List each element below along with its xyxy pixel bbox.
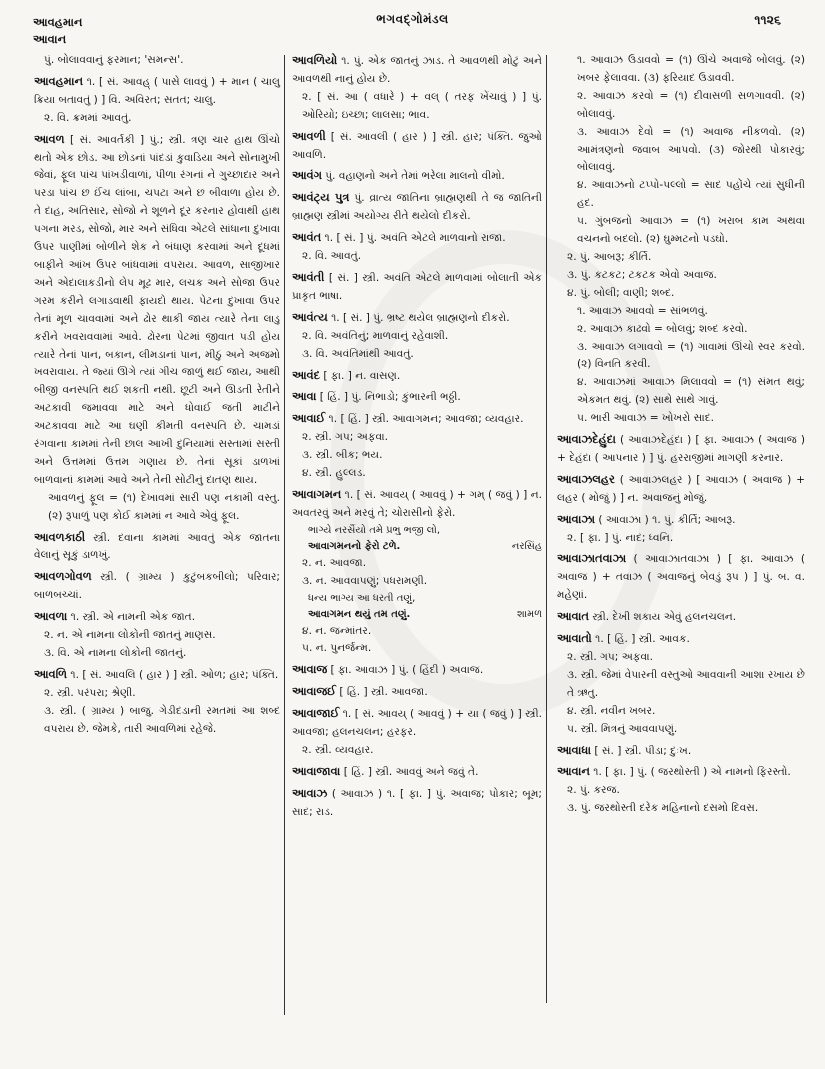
definition: [ ફા. આવાઝ ] પું. ( હિંદી ) અવાજ. <box>330 664 484 677</box>
phrase-line: ૨. આવાઝ કરવો = (૧) દીવાસળી સળગાવવી. (૨) બોલાવવું. <box>577 89 805 120</box>
sense-line: ૩. સ્ત્રી. ( ગ્રામ્ય ) બાજુ. ગેડીદડાની રમતમાં આ શબ્દ વપરાય છે. જેમકે, તારી આવળિમાં રહેજે. <box>44 704 280 735</box>
dictionary-entry <box>292 410 542 483</box>
definition: ( આવાઝાતવાઝા ) [ ફા. આવાઝ ( અવાજ ) + તવાઝ ( અવાજનું બેવડું રૂપ ) ] પું. બ. વ. મહેણાં. <box>557 553 805 602</box>
sense-line: ૫. ન. પુનર્જન્મ. <box>302 642 372 655</box>
dictionary-entry <box>557 550 805 605</box>
dictionary-entry <box>34 608 280 663</box>
sense-line: ૩. સ્ત્રી. બીક; ભય. <box>302 449 383 462</box>
dictionary-entry <box>34 529 280 566</box>
sense-line: ૪. સ્ત્રી. હુલ્લડ. <box>302 467 366 480</box>
dictionary-entry <box>34 131 280 526</box>
dictionary-entry <box>292 52 542 125</box>
headword: આવાઝા <box>557 511 596 526</box>
dictionary-entry <box>292 661 542 680</box>
headword: આવળગોવળ <box>34 569 92 584</box>
headword: આવાજાઈ <box>292 706 340 721</box>
dictionary-entry <box>292 683 542 702</box>
definition: ૧. [ ફા. ] પું. ( જરથોસ્તી ) એ નામનો ફિરસ્તો. <box>593 766 791 779</box>
dictionary-entry <box>292 785 542 822</box>
headword: આવળી <box>292 128 326 143</box>
definition: ૧. [ સં. આવય્ ( આવવું ) + ગમ્ ( જવું ) ] ન. અવતરવું અને મરવું તે; ચોરાસીનો ફેરો. <box>292 488 542 519</box>
phrase-line: આવળનું ફૂલ = (૧) દેખાવમાં સારી પણ નકામી વસ્તુ. (૨) રૂપાળું પણ કોઈ કામમાં ન આવે એવું ફૂલ. <box>48 491 280 522</box>
sense-line: ૩. વિ. અવંતિમાંથી આવતું. <box>302 347 414 360</box>
phrase-line: ૧. આવાઝ આવવો = સાંભળવું. <box>577 304 708 317</box>
sense-line: ૩. પું. જરથોસ્તી દરેક મહિનાનો દસમો દિવસ. <box>567 802 759 815</box>
dictionary-entry <box>557 742 805 761</box>
dictionary-entry <box>292 705 542 760</box>
dictionary-entry <box>557 511 805 548</box>
definition: ૧. [ સં. ] પું. ભ્રષ્ટ થયેલ બ્રાહ્મણનો દીકરો. <box>331 311 510 324</box>
dictionary-entry <box>557 431 805 468</box>
headword: આવળ <box>34 131 65 146</box>
dictionary-entry <box>557 630 805 738</box>
phrase-line: ૩. આવાઝ લગાવવો = (૧) ગાવામાં ઊંચો સ્વર કરવો. (૨) વિનતિ કરવી. <box>577 340 805 371</box>
definition: ૧. [ સં. આવહ્ ( પાસે લાવવું ) + માન ( ચાલુ ક્રિયા બતાવતું ) ] વિ. અવિરત; સતત; ચાલુ. <box>34 75 280 106</box>
headword: આવંત <box>292 230 322 245</box>
definition: ( આવાઝલહર ) [ આવાઝ ( અવાજ ) + લહર ( મોજું ) ] ન. અવાજનું મોજું. <box>557 473 805 504</box>
dictionary-entry <box>292 167 542 186</box>
dictionary-entry <box>557 763 805 818</box>
definition: ૧. પું. એક જાતનું ઝાડ. તે આવળથી મોટું અને આવળથી નાનું હોય છે. <box>292 55 542 85</box>
definition: ૧. [ સં. આવલિ ( હાર ) ] સ્ત્રી. ઓળ; હાર; પંક્તિ. <box>70 668 279 681</box>
dictionary-entry <box>292 269 542 306</box>
sense-line: ૨. પું. કરજ. <box>567 784 620 797</box>
definition: પું. વ્રાત્ય જાતિના બ્રાહ્મણથી તે જ જાતિની બ્રાહ્મણ સ્ત્રીમાં અયોગ્ય રીતે થયેલો દીકરો. <box>292 192 542 223</box>
definition: [ હિં. ] સ્ત્રી. આવવું અને જવું તે. <box>343 765 479 778</box>
headword: આવળિ <box>34 666 68 681</box>
headword: આવહમાન <box>34 73 84 88</box>
headword: આવાજાવા <box>292 763 341 778</box>
definition: ( આવાઝા ) ૧. પું. કીર્તિ; આબરૂ. <box>598 513 736 526</box>
definition: [ સં. ] સ્ત્રી. પીડા; દુઃખ. <box>594 744 692 757</box>
column-middle <box>292 52 542 825</box>
dictionary-entry <box>34 666 280 739</box>
sense-line: ૨. સ્ત્રી. વ્યવહાર. <box>302 744 374 756</box>
sense-line: ૩. ન. આવવાપણું; પધરામણી. <box>302 574 428 587</box>
quote-author: નરસિંહ <box>511 540 542 552</box>
headword: આવાત <box>557 609 589 624</box>
definition: [ સં. આવલી ( હાર ) ] સ્ત્રી. હાર; પંક્તિ. જુઓ આવળિ. <box>292 130 542 161</box>
headword: આવળકાઠી <box>34 529 86 544</box>
sense-line: ૩. સ્ત્રી. જેમાં વેપારની વસ્તુઓ આવવાની આશા રખાય છે તે ઋતુ. <box>567 668 805 699</box>
dictionary-entry <box>34 73 280 128</box>
column-left <box>34 52 280 742</box>
phrase-line: ૨. આવાઝ કાઢવો = બોલવું; શબ્દ કરવો. <box>577 322 748 335</box>
dictionary-entry <box>557 471 805 508</box>
phrase-line: ૫. ગુંબજનો આવાઝ = (૧) ખરાબ કામ અથવા વચનનો બદલો. (૨) ઘુમ્મટનો પડઘો. <box>577 215 805 246</box>
sense-line: ૨. સ્ત્રી. ગપ; અફવા. <box>567 651 654 663</box>
sense-line: ૨. વિ. ક્રમમાં આવતું. <box>44 111 132 124</box>
definition: [ ફા. ] ન. વાસણ. <box>323 369 401 382</box>
sense-line: ૨. [ ફા. ] પું. નાદ; ધ્વનિ. <box>567 531 674 544</box>
verse-quote: ધન્ય ભાગ્ય આ ધરતી તણું, આવાગમન થયું તમ તણું. શામળ <box>292 591 542 623</box>
definition: ૧. [ હિં. ] સ્ત્રી. આવક. <box>595 633 690 646</box>
headword: આવળા <box>34 609 68 624</box>
headword: આવંત્ય <box>292 309 328 324</box>
definition: પું. વહાણનો અને તેમાં ભરેલા માલનો વીમો. <box>325 170 505 183</box>
dictionary-entry <box>292 309 542 364</box>
headword: આવા <box>292 389 317 404</box>
definition: સ્ત્રી. ( ગ્રામ્ય ) કુટુંબકબીલો; પરિવાર; બાળબચ્ચાં. <box>34 571 280 602</box>
headword: આવાતો <box>557 631 592 646</box>
definition: ( આવાઝદેહંદા ) [ ફા. આવાઝ ( અવાજ ) + દેહંદા ( આપનાર ) ] પું. હરરાજીમાં માગણી કરનાર. <box>557 434 805 464</box>
dictionary-entry <box>34 52 280 70</box>
headword: આવંટ્ય પુત્ર <box>292 190 350 205</box>
headword: આવાધા <box>557 742 592 757</box>
running-title: ભગવદ્ગોમંડલ <box>376 12 449 26</box>
phrase-line: ૧. આવાઝ ઉડાવવો = (૧) ઊંચે અવાજે બોલવું. (૨) ખબર ફેલાવવા. (૩) ફરિયાદ ઉડાવવી. <box>577 54 805 84</box>
phrase-line: ૩. આવાઝ દેવો = (૧) અવાજ નીકળવો. (૨) આમંત્રણનો જવાબ આપવો. (૩) જોરથી પોકારવું; બોલાવવું. <box>577 125 805 174</box>
dictionary-entry <box>34 568 280 605</box>
sense-line: ૪. સ્ત્રી. નવીન ખબર. <box>567 704 656 717</box>
headword: આવાગમન <box>292 486 342 501</box>
definition: ૧. સ્ત્રી. એ નામની એક જાત. <box>70 611 196 624</box>
guide-word-last: આવાન <box>33 32 67 46</box>
headword: આવાઈ <box>292 411 326 426</box>
headword: આવંગ <box>292 168 322 183</box>
dictionary-entry <box>557 608 805 627</box>
verse-quote: ભાગ્યે નરસૈંયો તમે પ્રભુ ભજી લો, આવાગમનનો ફેરો ટળે. નરસિંહ <box>292 523 542 555</box>
definition: ૧. [ સં. આવય્ ( આવવું ) + યા ( જવું ) ] સ્ત્રી. આવજા; હલનચલન; હરફર. <box>292 708 543 739</box>
definition: [ સં. ] સ્ત્રી. અવંતિ એટલે માળવામાં બોલાતી એક પ્રાકૃત ભાષા. <box>292 271 542 302</box>
sense-line: ૨. પું. આબરૂ; કીર્તિ. <box>567 250 652 263</box>
dictionary-entry <box>557 52 805 428</box>
quote-author: શામળ <box>516 608 542 620</box>
dictionary-entry <box>292 486 542 658</box>
dictionary-entry <box>292 229 542 266</box>
headword: આવાઝ <box>292 785 328 800</box>
sense-line: ૨. સ્ત્રી. પરંપરા; શ્રેણી. <box>44 686 136 699</box>
headword: આવાઝદેહુંદા <box>557 432 616 447</box>
definition: [ હિં. ] સ્ત્રી. આવજા. <box>339 686 428 699</box>
sense-line: ૪. પું. બોલી; વાણી; શબ્દ. <box>567 286 675 299</box>
dictionary-entry <box>292 128 542 165</box>
column-right <box>557 52 805 821</box>
headword: આવાજ <box>292 662 328 677</box>
sense-line: ૫. સ્ત્રી. મિત્રનું આવવાપણું. <box>567 722 678 735</box>
sense-line: પું. બોલાવવાનું ફરમાન; 'સમન્સ'. <box>44 54 184 66</box>
headword: આવંદ <box>292 367 320 382</box>
phrase-line: ૪. આવાઝનો ટપ્પો-પલ્લો = સાદ પહોંચે ત્યાં સુધીની હદ. <box>577 179 805 210</box>
headword: આવાન <box>557 764 590 779</box>
phrase-line: ૫. ભારી આવાઝ = ખોખરો સાદ. <box>577 412 715 425</box>
phrase-line: ૪. આવાઝમાં આવાઝ મિલાવવો = (૧) સંમત થવું; એકમત થવું. (૨) સાથે સાથે ગાવું. <box>577 376 805 407</box>
dictionary-entry <box>292 367 542 386</box>
dictionary-entry <box>292 189 542 226</box>
headword: આવાઝાતવાઝા <box>557 551 627 566</box>
dictionary-entry <box>292 388 542 407</box>
sense-line: ૨. સ્ત્રી. ગપ; અફવા. <box>302 431 389 444</box>
sense-line: ૨. ન. આવજા. <box>302 556 367 569</box>
headword: આવાઝલહર <box>557 471 615 486</box>
headword: આવળિયો <box>292 53 338 67</box>
column-divider <box>284 55 285 1015</box>
sense-line: ૪. ન. જન્માંતર. <box>302 624 372 637</box>
sense-line: ૨. વિ. આવતું. <box>302 250 362 263</box>
guide-word-first: આવહમાન <box>33 15 83 29</box>
headword: આવાજઈ <box>292 684 336 699</box>
page-number: ૧૧૨૬ <box>754 12 781 27</box>
column-divider <box>546 55 547 1003</box>
definition: ૧. [ હિં. ] સ્ત્રી. આવાગમન; આવજા; વ્યવહાર. <box>328 413 524 426</box>
page-header <box>0 0 825 46</box>
definition: ૧. [ સં. ] પું. અવંતિ એટલે માળવાનો રાજા. <box>324 232 506 245</box>
definition: [ હિં. ] પું. નિભાડો; કુંભારની ભઠ્ઠી. <box>319 391 461 404</box>
definition: ( આવાઝ ) ૧. [ ફા. ] પું. અવાજ; પોકાર; બૂમ; સાદ; રાડ. <box>292 787 542 818</box>
sense-line: ૨. વિ. અવંતિનું; માળવાનું રહેવાશી. <box>302 329 449 342</box>
sense-line: ૨. ન. એ નામના લોકોની જાતનું માણસ. <box>44 629 216 642</box>
definition: [ સં. આવર્તકી ] પું.; સ્ત્રી. ત્રણ ચાર હાથ ઊંચો થતો એક છોડ. આ છોડનાં પાંદડાં કુવાડિયા અને સોનામુખી જેવાં, ફૂલ પાંચ પાંખડીવાળાં, પીળા રંગનાં ને ગુચ્છાદાર અને પરડા પાંચ છ ઈંચ લાંબા, ચપટા અને છ બીવાળા હોય છે. તે દાહ, અતિસાર, સોજો ને શૂળને દૂર કરનાર હોવાથી હાથ પગના મરડ, સોજો, માર અને સંધિવા એટલે સાંધાના દુખાવા ઉપર પાણીમાં બોળીને શેક ને બંધાણ કરવામાં અને દૂધમાં બાફીને આંખ ઉપર બાંધવામાં વપરાય. આવળ, સાજીખાર અને એદાલાકડીનો લેપ મૂઢ માર, લચક અને સોજા ઉપર ગરમ કરીને લગાડવાથી ફાયદો થાય. પેટના દુખાવા ઉપર તેનાં મૂળ ચાવવામાં અને ઢોર થાકી જાય ત્યારે તેના લાડુ કરીને ખવરાવવામાં આવે. ઢોરના પેટમાં જીવાત પડી હોય ત્યારે તેનાં પાન, બકાન, લીમડાનાં પાન, મીઠું અને અજમો ખવરાવાય. તે જ્યાં ઊગે ત્યાં ગીચ જાળું થઈ જાય, આથી બીજી વનસ્પતિ થઈ શકતી નથી. છૂટી અને ઊડતી રેતીને અટકાવી જમાવવા માટે અને ધોવાઈ જતી માટીને અટકાવવા માટે આ ઘણી કીમતી વનસ્પતિ છે. ચામડાં રંગવાના કામમાં તેની છાલ આખી દુનિયામાં સસ્તામાં સસ્તી અને ઉત્તમમાં ઉત્તમ ગણાય છે. તેનાં સૂકાં ડાળખાં બાળવાનાં કામમાં આવે અને તેની સોટીનું દાતણ થાય. <box>34 133 281 486</box>
headword: આવંતી <box>292 269 325 284</box>
sense-line: ૨. [ સં. આ ( વધારે ) + વલ્ ( તરફ ખેંચાવું ) ] પું. ઓરિયો; ઇચ્છા; લાલસા; ભાવ. <box>302 90 542 121</box>
definition: સ્ત્રી. દેખી શકાય એવું હલનચલન. <box>592 611 737 624</box>
definition: સ્ત્રી. દવાના કામમાં આવતું એક જાતના વેલાનું સૂકું ડાળખું. <box>34 531 280 562</box>
sense-line: ૩. પું. કટકટ; ટકટક એવો અવાજ. <box>567 268 717 281</box>
sense-line: ૩. વિ. એ નામના લોકોની જાતનું. <box>44 647 187 659</box>
dictionary-entry <box>292 763 542 782</box>
